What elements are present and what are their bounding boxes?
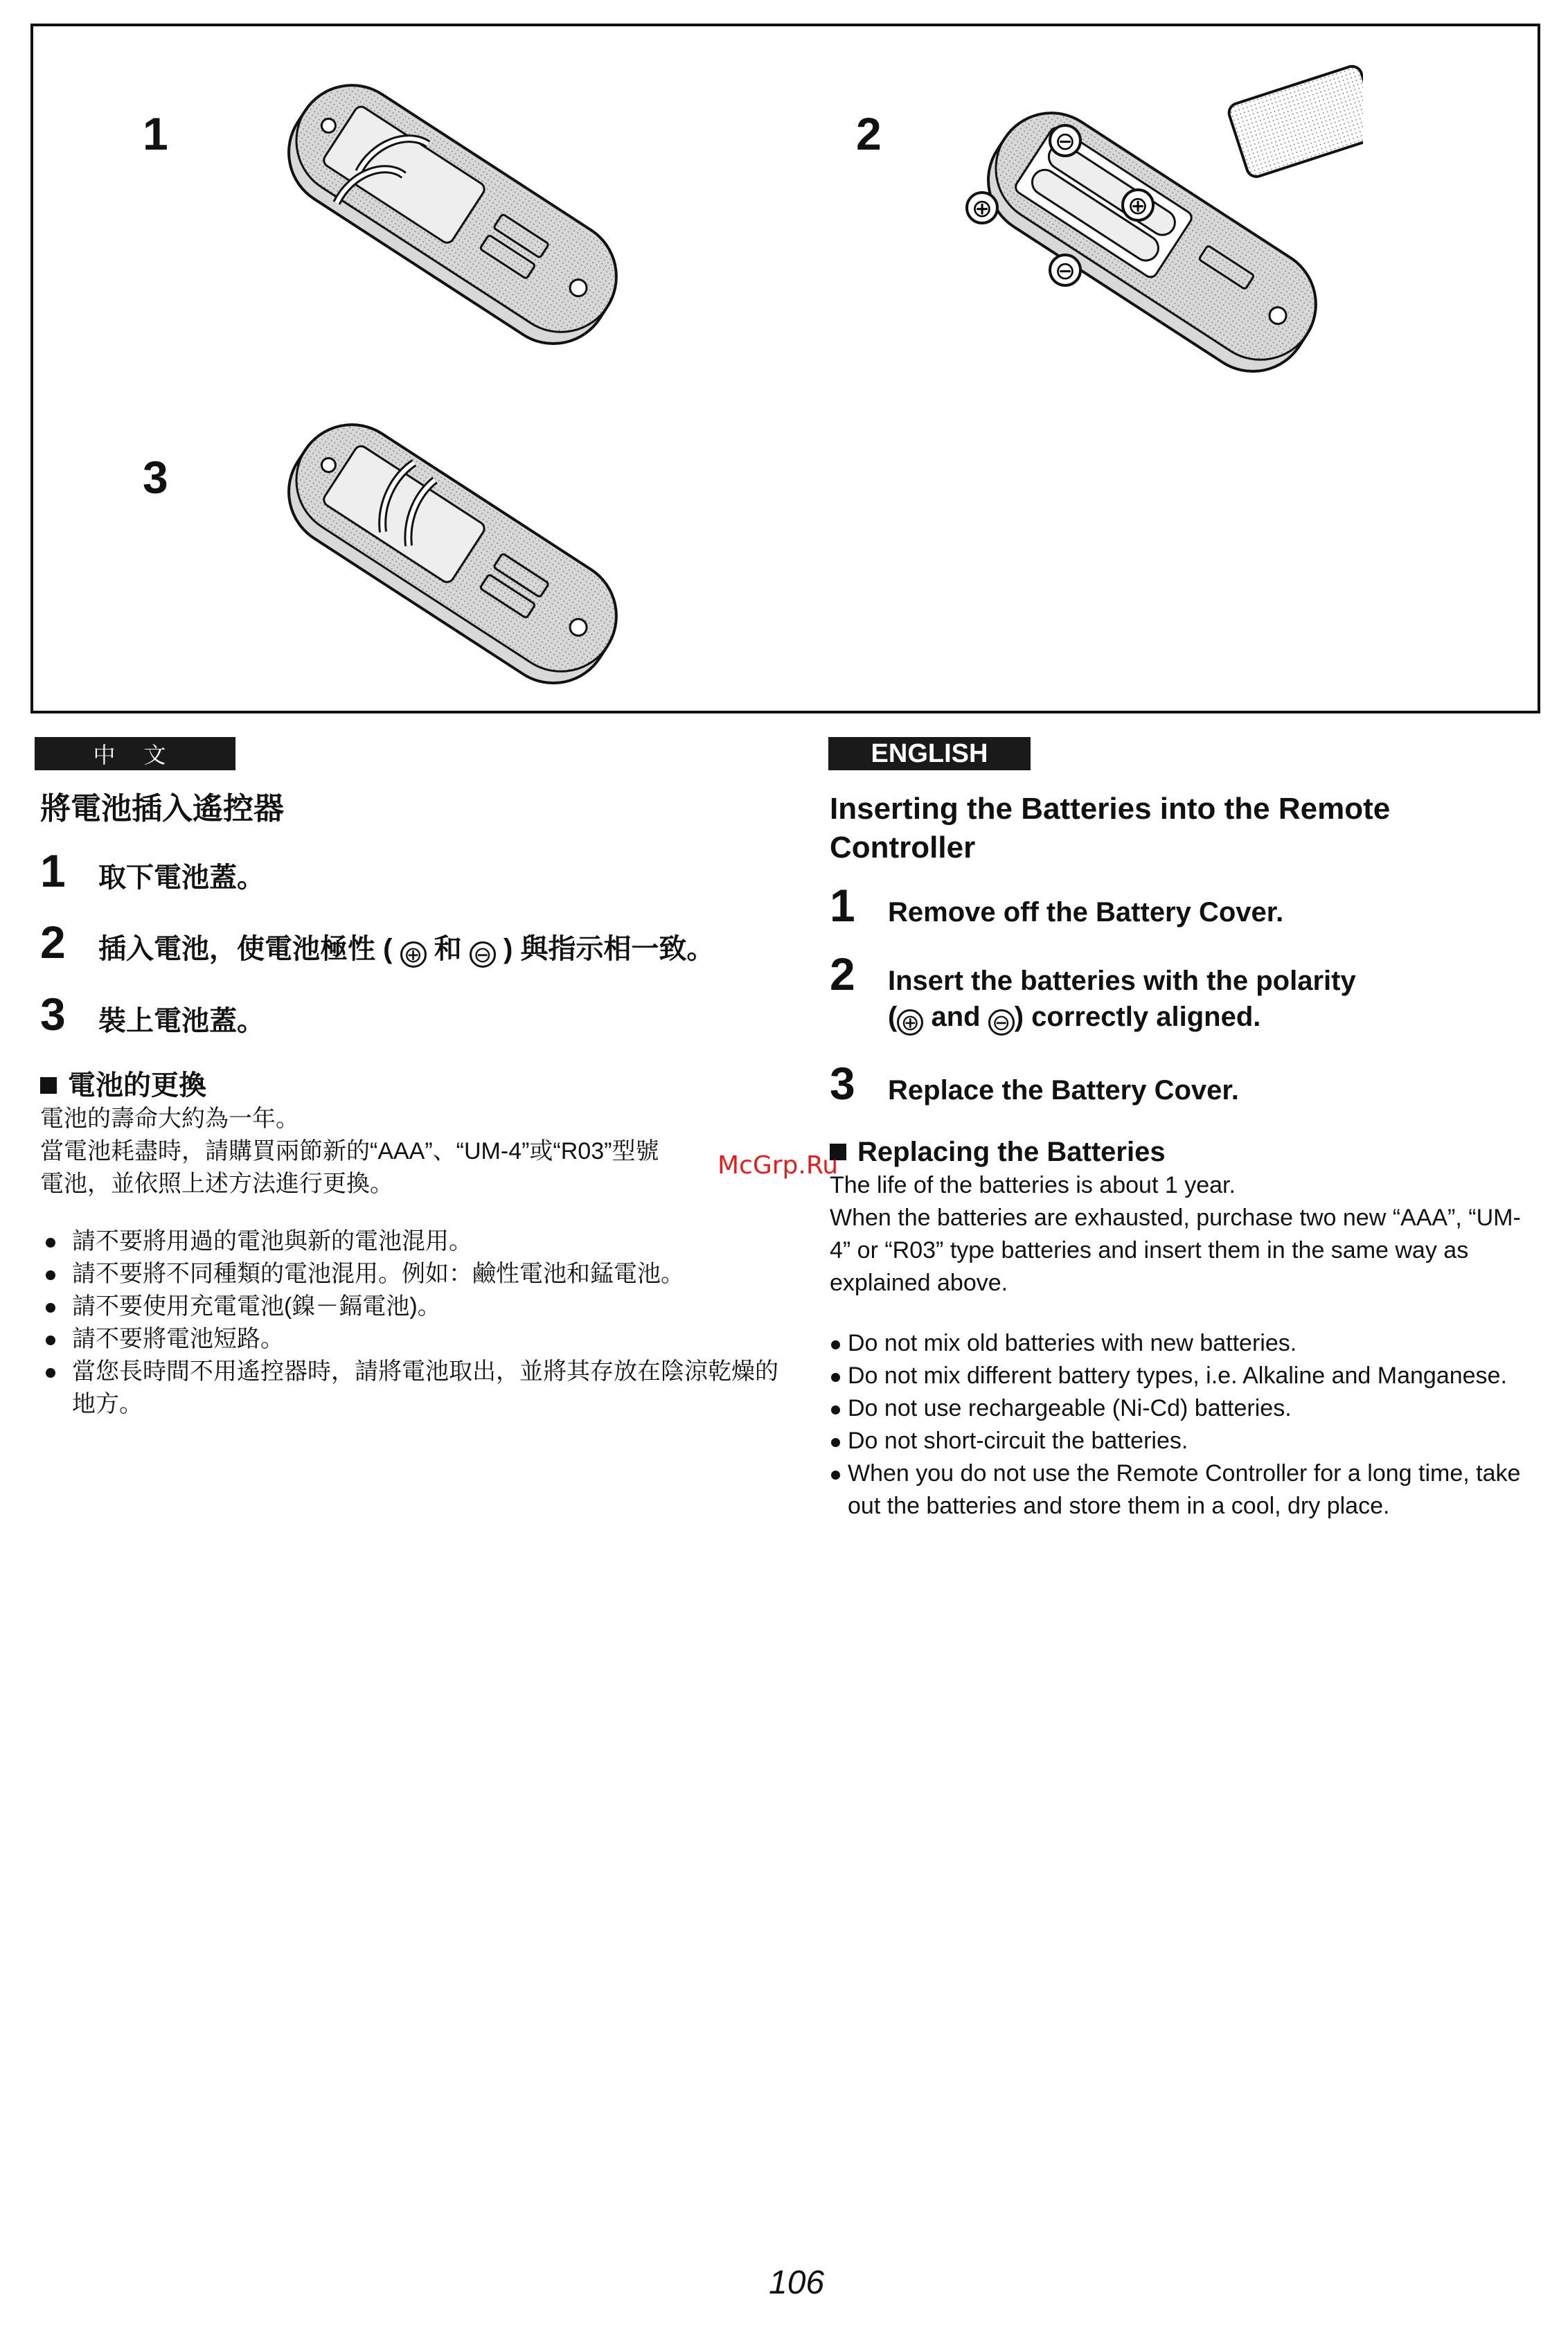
svg-text:⊖: ⊖ [1054, 257, 1076, 285]
figure-step-3-label: 3 [143, 452, 168, 503]
bullet-dot-icon [46, 1270, 55, 1280]
chinese-language-tag: 中 文 [35, 737, 235, 770]
step-number: 3 [40, 988, 66, 1040]
list-item: 請不要將電池短路。 [40, 1323, 774, 1356]
svg-text:⊕: ⊕ [971, 195, 993, 223]
bullet-dot-icon [831, 1438, 840, 1447]
step-text-and: 和 [434, 934, 462, 964]
figure-step-2-label: 2 [856, 108, 882, 159]
english-replace-para-1: The life of the batteries is about 1 year. [830, 1172, 1236, 1198]
svg-text:⊖: ⊖ [1054, 127, 1076, 156]
list-item: Do not short-circuit the batteries. [830, 1425, 1536, 1457]
bullet-dot-icon [46, 1336, 55, 1345]
english-step-2: 2 Insert the batteries with the polarity ( ⊕ and ⊖ ) correctly aligned. [830, 948, 1356, 1035]
watermark-text: McGrp.Ru [718, 1151, 839, 1180]
svg-text:⊕: ⊕ [1127, 192, 1149, 220]
english-replace-para-2: When the batteries are exhausted, purchase two new “AAA”, “UM-4” or “R03” type batteries and insert them in the same way as explained above. [830, 1205, 1521, 1296]
step-number: 1 [830, 880, 855, 931]
step-number: 1 [40, 845, 66, 896]
english-language-tag: ENGLISH [828, 737, 1031, 770]
remote-cover-replace-illustration [255, 414, 643, 705]
chinese-step-3 [40, 988, 774, 1040]
list-item: 請不要使用充電電池(鎳－鎘電池)。 [40, 1290, 774, 1323]
english-replace-heading: Replacing the Batteries [830, 1135, 1536, 1169]
chinese-replace-line-2: 當電池耗盡時，請購買兩節新的“AAA”、“UM-4”或“R03”型號 [40, 1138, 659, 1164]
chinese-step-1 [40, 845, 774, 896]
english-step-3 [830, 1058, 1536, 1109]
step-text: Remove off the Battery Cover. [888, 897, 1284, 928]
step-text: 裝上電池蓋。 [98, 1006, 265, 1036]
list-item: 請不要將不同種類的電池混用。例如：鹼性電池和錳電池。 [40, 1258, 774, 1290]
plus-polarity-icon: ⊕ [897, 1009, 923, 1036]
list-item: Do not mix old batteries with new batteries. [830, 1327, 1536, 1360]
english-section [830, 790, 1536, 1523]
step-text: 取下電池蓋。 [98, 862, 265, 893]
english-step-1 [830, 882, 1536, 930]
list-item: Do not mix different battery types, i.e. Alkaline and Manganese. [830, 1360, 1536, 1392]
list-item: 當您長時間不用遙控器時，請將電池取出，並將其存放在陰涼乾燥的地方。 [40, 1356, 799, 1421]
minus-polarity-icon: ⊖ [988, 1009, 1015, 1036]
chinese-replace-line-1: 電池的壽命大約為一年。 [40, 1106, 299, 1132]
english-title: Inserting the Batteries into the Remote Controller [830, 792, 1391, 864]
remote-battery-insertion-illustration [954, 54, 1363, 400]
illustration-panel [30, 24, 1540, 713]
step-text-close: ) [503, 934, 513, 964]
english-caution-list [830, 1327, 1536, 1523]
square-bullet-icon [40, 1077, 57, 1094]
step-text-line-1: Insert the batteries with the polarity [888, 966, 1356, 996]
bullet-dot-icon [46, 1238, 55, 1248]
step-text: Replace the Battery Cover. [888, 1075, 1239, 1106]
bullet-dot-icon [831, 1373, 840, 1382]
step-number: 2 [830, 948, 855, 1000]
minus-polarity-icon: ⊖ [470, 941, 496, 968]
bullet-dot-icon [46, 1368, 55, 1378]
figure-step-1-label: 1 [143, 108, 168, 159]
list-item: Do not use rechargeable (Ni-Cd) batteries. [830, 1392, 1536, 1425]
chinese-replace-heading: 電池的更換 [40, 1068, 774, 1103]
bullet-dot-icon [46, 1303, 55, 1313]
list-item: When you do not use the Remote Controller for a long time, take out the batteries and store them in a cool, dry place. [830, 1457, 1536, 1523]
chinese-title: 將電池插入遙控器 [40, 792, 284, 826]
bullet-dot-icon [831, 1405, 840, 1414]
step-text-end: 與指示相一致。 [520, 934, 715, 964]
chinese-section [40, 790, 778, 1421]
plus-polarity-icon: ⊕ [400, 941, 427, 968]
bullet-dot-icon [831, 1471, 840, 1480]
step-text-start: 插入電池，使電池極性 ( [98, 934, 393, 964]
bullet-dot-icon [831, 1340, 840, 1349]
page-number: 106 [769, 2264, 825, 2301]
list-item: 請不要將用過的電池與新的電池混用。 [40, 1225, 774, 1258]
chinese-step-2 [40, 916, 774, 968]
step-number: 3 [830, 1058, 855, 1109]
chinese-caution-list [40, 1225, 778, 1421]
step-number: 2 [40, 916, 66, 968]
remote-cover-removal-illustration [255, 68, 643, 373]
chinese-replace-line-3: 電池，並依照上述方法進行更換。 [40, 1171, 393, 1197]
